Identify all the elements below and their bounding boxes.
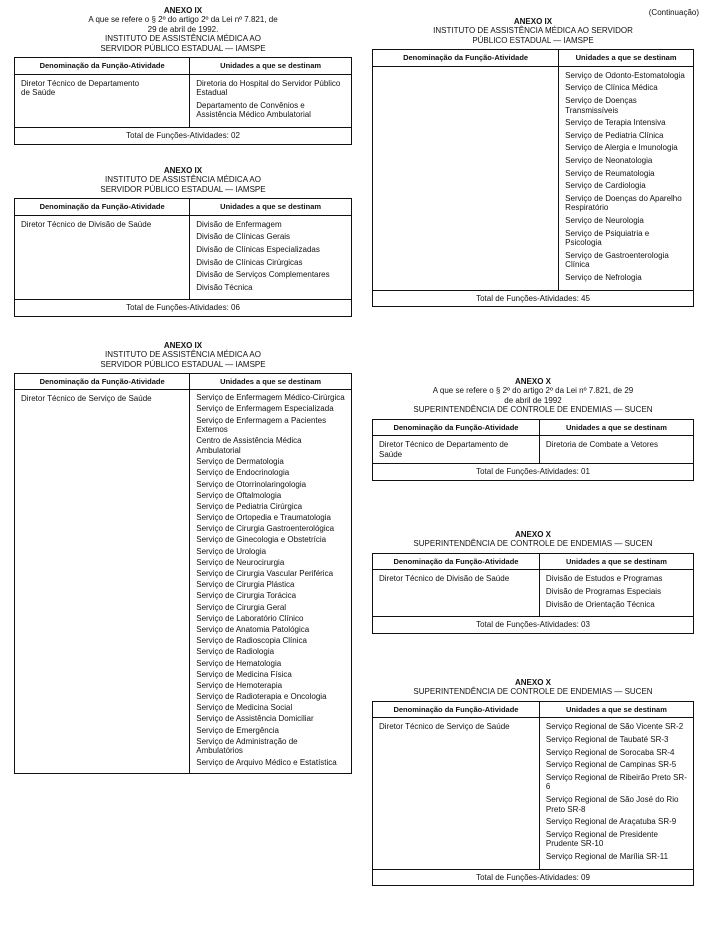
annex-title: ANEXO IX: [163, 166, 203, 175]
function-table: [14, 198, 352, 317]
unit-item: Serviço de Gastroenterologia Clínica: [565, 250, 669, 270]
unit-item: Serviço de Neurologia: [565, 215, 644, 225]
unit-item: Serviço de Cirurgia Plástica: [196, 580, 295, 590]
unit-item: Serviço Regional de Ribeirão Preto SR-6: [545, 772, 687, 792]
column-header-units: Unidades a que se destinam: [190, 199, 352, 216]
unit-item: Serviço de Nefrologia: [565, 272, 642, 282]
annex-title: ANEXO IX: [513, 17, 553, 26]
function-name: Diretor Técnico de Departamento de Saúde: [15, 74, 190, 127]
unit-item: Serviço Regional de Campinas SR-5: [545, 760, 677, 770]
unit-item: Serviço de Pediatria Clínica: [565, 130, 664, 140]
institution-name: INSTITUTO DE ASSISTÊNCIA MÉDICA AO SERVIDOR PÚBLICO ESTADUAL — IAMSPE: [100, 175, 266, 194]
function-name: Diretor Técnico de Divisão de Saúde: [373, 570, 540, 617]
unit-item: Serviço Regional de Araçatuba SR-9: [545, 817, 677, 827]
unit-item: Diretoria de Combate a Vetores: [545, 440, 658, 450]
unit-list: [196, 79, 345, 120]
continuation-label: (Continuação): [648, 8, 699, 17]
column-header-units: Unidades a que se destinam: [190, 374, 352, 390]
unit-item: Serviço de Pediatria Cirúrgica: [196, 501, 303, 511]
unit-item: Serviço de Urologia: [196, 546, 267, 556]
unit-item: Divisão de Clínicas Gerais: [196, 232, 291, 242]
function-name: [373, 66, 559, 290]
unit-item: Divisão de Serviços Complementares: [196, 270, 330, 280]
unit-list: [196, 220, 345, 293]
total-row: Total de Funções-Atividades: 03: [373, 617, 694, 634]
function-name: Diretor Técnico de Divisão de Saúde: [15, 215, 190, 300]
unit-item: Serviço de Alergia e Imunologia: [565, 143, 678, 153]
unit-item: Serviço de Cardiologia: [565, 181, 646, 191]
unit-item: Serviço de Oftalmologia: [196, 490, 282, 500]
unit-item: Divisão Técnica: [196, 282, 253, 292]
unit-item: Diretoria do Hospital do Servidor Público Estadual: [196, 78, 341, 98]
unit-item: Serviço de Enfermagem Médico-Cirúrgica: [196, 393, 345, 403]
unit-item: Serviço de Cirurgia Gastroenterológica: [196, 524, 335, 534]
anexo-block-4: [372, 17, 694, 307]
annex-title: ANEXO X: [514, 377, 551, 386]
unit-item: Serviço de Odonto-Estomatologia: [565, 70, 685, 80]
annex-title: ANEXO X: [514, 678, 551, 687]
unit-item: Serviço de Hemoterapia: [196, 680, 283, 690]
unit-list: [196, 393, 345, 767]
unit-item: Centro de Assistência Médica Ambulatorial: [196, 436, 302, 455]
unit-item: Serviço Regional de São Vicente SR-2: [545, 722, 684, 732]
total-row: Total de Funções-Atividades: 45: [373, 290, 694, 307]
unit-item: Serviço de Emergência: [196, 725, 279, 735]
function-name: Diretor Técnico de Serviço de Saúde: [15, 390, 190, 774]
annex-title: ANEXO X: [514, 530, 551, 539]
column-header-units: Unidades a que se destinam: [190, 58, 352, 75]
annex-subtitle: A que se refere o § 2º do artigo 2º da Lei nº 7.821, de 29 de abril de 1992.: [88, 15, 278, 34]
column-header-function: Denominação da Função-Atividade: [373, 50, 559, 67]
unit-item: Serviço de Cirurgia Torácica: [196, 591, 297, 601]
total-row: Total de Funções-Atividades: 06: [15, 300, 352, 317]
total-row: Total de Funções-Atividades: 09: [373, 869, 694, 886]
unit-item: Serviço Regional de São José do Rio Preto SR-8: [545, 794, 679, 814]
column-header-units: Unidades a que se destinam: [539, 553, 693, 570]
unit-item: Serviço de Medicina Física: [196, 669, 292, 679]
anexo-block-5: [372, 377, 694, 481]
unit-item: Serviço Regional de Sorocaba SR-4: [545, 747, 675, 757]
anexo-block-3: [14, 341, 352, 774]
unit-item: Divisão de Programas Especiais: [545, 587, 662, 596]
unit-item: Serviço de Anatomia Patológica: [196, 624, 310, 634]
institution-name: SUPERINTENDÊNCIA DE CONTROLE DE ENDEMIAS — SUCEN: [413, 687, 653, 697]
unit-item: Serviço de Doenças Transmissíveis: [565, 96, 637, 115]
function-name: Diretor Técnico de Serviço de Saúde: [373, 718, 540, 869]
annex-subtitle: A que se refere o § 2º do artigo 2º da Lei nº 7.821, de 29 de abril de 1992: [432, 386, 634, 405]
unit-item: Serviço de Hematologia: [196, 658, 282, 668]
column-header-units: Unidades a que se destinam: [539, 419, 693, 436]
unit-list: [546, 574, 687, 609]
annex-title: ANEXO IX: [163, 341, 203, 350]
unit-item: Serviço de Endocrinologia: [196, 468, 290, 478]
anexo-block-6: [372, 530, 694, 634]
unit-item: Serviço Regional de Marília SR-11: [545, 851, 669, 861]
unit-item: Serviço de Psiquiatria e Psicologia: [565, 228, 650, 248]
unit-item: Serviço de Medicina Social: [196, 703, 293, 713]
unit-list: [546, 440, 687, 450]
institution-name: INSTITUTO DE ASSISTÊNCIA MÉDICA AO SERVIDOR PÚBLICO ESTADUAL — IAMSPE: [433, 26, 633, 45]
unit-item: Serviço de Arquivo Médico e Estatística: [196, 757, 337, 767]
function-table: [372, 49, 694, 307]
unit-item: Serviço de Laboratório Clínico: [196, 613, 304, 623]
institution-name: SUPERINTENDÊNCIA DE CONTROLE DE ENDEMIAS — SUCEN: [413, 539, 653, 549]
unit-item: Serviço de Radiologia: [196, 647, 275, 657]
column-header-units: Unidades a que se destinam: [559, 50, 694, 67]
total-row: Total de Funções-Atividades: 02: [15, 128, 352, 145]
unit-item: Serviço de Neurocirurgia: [196, 557, 285, 567]
function-table: [372, 419, 694, 481]
unit-item: Departamento de Convênios e Assistência Médico Ambulatorial: [196, 100, 311, 120]
unit-item: Serviço de Doenças do Aparelho Respiratório: [565, 193, 682, 213]
institution-name: INSTITUTO DE ASSISTÊNCIA MÉDICA AO SERVIDOR PÚBLICO ESTADUAL — IAMSPE: [100, 350, 266, 369]
anexo-block-7: [372, 678, 694, 886]
unit-item: Serviço de Assistência Domiciliar: [196, 714, 314, 724]
unit-item: Serviço de Terapia Intensiva: [565, 118, 666, 128]
anexo-block-2: [14, 166, 352, 317]
unit-item: Divisão de Estudos e Programas: [545, 574, 663, 584]
function-table: [14, 57, 352, 145]
unit-item: Serviço Regional de Taubaté SR-3: [545, 735, 669, 744]
unit-item: Divisão de Enfermagem: [196, 219, 282, 229]
unit-item: Divisão de Orientação Técnica: [545, 599, 655, 609]
unit-item: Serviço de Radioscopia Clínica: [196, 636, 307, 646]
column-header-function: Denominação da Função-Atividade: [15, 199, 190, 216]
column-header-function: Denominação da Função-Atividade: [373, 553, 540, 570]
column-header-function: Denominação da Função-Atividade: [15, 58, 190, 75]
unit-item: Serviço de Cirurgia Vascular Periférica: [196, 569, 334, 579]
total-row: Total de Funções-Atividades: 01: [373, 464, 694, 481]
unit-item: Serviço de Neonatologia: [565, 155, 653, 165]
function-table: [14, 373, 352, 774]
unit-item: Serviço de Ginecologia e Obstetrícia: [196, 535, 327, 545]
annex-title: ANEXO IX: [163, 6, 203, 15]
unit-list: [546, 722, 687, 861]
function-table: [372, 701, 694, 886]
unit-item: Serviço de Dermatologia: [196, 457, 284, 467]
institution-name: SUPERINTENDÊNCIA DE CONTROLE DE ENDEMIAS — SUCEN: [413, 405, 653, 415]
unit-list: [565, 71, 687, 283]
unit-item: Serviço Regional de Presidente Prudente SR-10: [545, 829, 658, 849]
unit-item: Divisão de Clínicas Cirúrgicas: [196, 257, 303, 267]
function-name: Diretor Técnico de Departamento de Saúde: [373, 436, 540, 464]
unit-item: Serviço de Clínica Médica: [565, 83, 658, 93]
unit-item: Serviço de Enfermagem a Pacientes Externos: [196, 415, 327, 435]
column-header-function: Denominação da Função-Atividade: [15, 374, 190, 390]
column-header-function: Denominação da Função-Atividade: [373, 701, 540, 718]
unit-item: Serviço de Cirurgia Geral: [196, 602, 287, 612]
unit-item: Divisão de Clínicas Especializadas: [196, 245, 320, 254]
function-table: [372, 553, 694, 634]
unit-item: Serviço de Otorrinolaringologia: [196, 479, 307, 489]
column-header-units: Unidades a que se destinam: [539, 701, 693, 718]
unit-item: Serviço de Ortopedia e Traumatologia: [196, 513, 331, 523]
unit-item: Serviço de Radioterapia e Oncologia: [196, 692, 327, 702]
column-header-function: Denominação da Função-Atividade: [373, 419, 540, 436]
institution-name: INSTITUTO DE ASSISTÊNCIA MÉDICA AO SERVIDOR PÚBLICO ESTADUAL — IAMSPE: [100, 34, 266, 53]
unit-item: Serviço de Enfermagem Especializada: [196, 404, 334, 414]
anexo-block-1: [14, 6, 352, 145]
unit-item: Serviço de Administração de Ambulatórios: [196, 736, 298, 756]
unit-item: Serviço de Reumatologia: [565, 168, 655, 178]
